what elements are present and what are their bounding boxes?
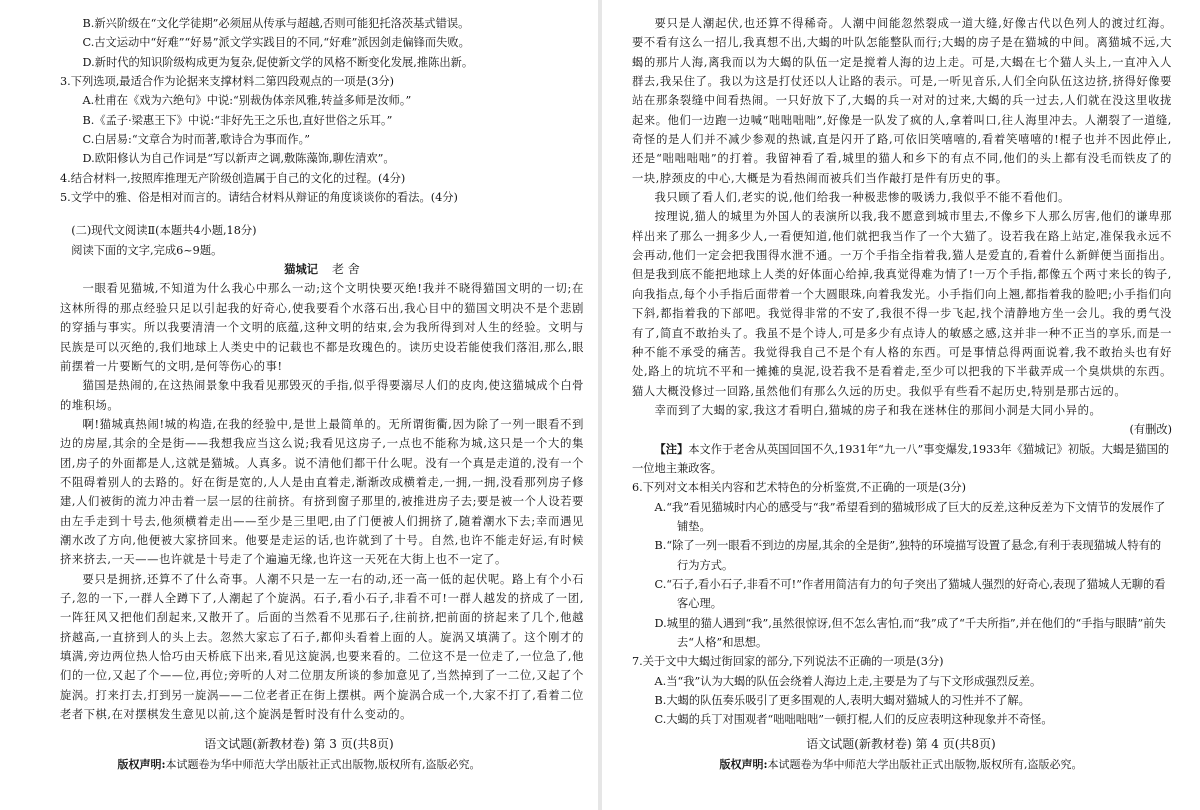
q7-option-b: B.大蝎的队伍奏乐吸引了更多围观的人,表明大蝎对猫城人的习性并不了解。 <box>654 694 1030 708</box>
passage-title <box>60 260 584 279</box>
q2-option-c: C.古文运动中“好难”“好易”派文学实践目的不同,“好难”派因剑走偏锋而失败。 <box>82 36 470 50</box>
passage-paragraph-8: 幸而到了大蝎的家,我这才看明白,猫城的房子和我在迷林住的那间小洞是大同小异的。 <box>654 403 1102 417</box>
page-3-content <box>60 14 584 724</box>
q3-stem: 3.下列选项,最适合作为论据来支撑材料二第四段观点的一项是(3分) <box>60 75 394 89</box>
q3-option-a: A.杜甫在《戏为六绝句》中说:“别裁伪体亲风雅,转益多师是汝师。” <box>82 94 412 108</box>
page-4-content <box>632 14 1172 730</box>
q6-option-d: D.城里的猫人遇到“我”,虽然很惊讶,但不怎么害怕,而“我”成了“千夫所指”,并在他们的“手指与眼睛”前失去“人格”和思想。 <box>654 616 1166 649</box>
copyright-text: 本试题卷为华中师范大学出版社正式出版物,版权所有,盗版必究。 <box>767 758 1083 771</box>
annotation <box>632 440 1172 479</box>
copyright-text: 本试题卷为华中师范大学出版社正式出版物,版权所有,盗版必究。 <box>165 758 481 771</box>
q2-option-d: D.新时代的知识阶级构成更为复杂,促使新文学的风格不断变化发展,推陈出新。 <box>82 55 474 69</box>
page-3-number: 语文试题(新教材卷) 第 3 页(共8页) <box>204 737 394 751</box>
q3-option-c: C.白居易:“文章合为时而著,歌诗合为事而作。” <box>82 133 311 147</box>
passage-paragraph-2: 猫国是热闹的,在这热闹景象中我看见那毁灭的手指,似乎得要溺尽人们的皮肉,使这猫城成个白骨的堆积场。 <box>60 379 584 412</box>
q5-stem: 5.文学中的雅、俗是相对而言的。请结合材料从辩证的角度谈谈你的看法。(4分) <box>60 191 458 205</box>
q7-option-c: C.大蝎的兵丁对围观者“咄咄咄咄”一顿打棍,人们的反应表明这种现象并不奇怪。 <box>654 713 1053 727</box>
q6-stem: 6.下列对文本相关内容和艺术特色的分析鉴赏,不正确的一项是(3分) <box>632 481 966 495</box>
title-text: 猫城记 <box>284 262 318 277</box>
annotation-text: 本文作于老舍从英国回国不久,1931年“九一八”事变爆发,1933年《猫城记》初版。大蝎是猫国的一位地主兼政客。 <box>632 442 1170 475</box>
reading-instruction: 阅读下面的文字,完成6~9题。 <box>71 243 223 257</box>
spacer <box>60 207 584 221</box>
passage-paragraph-3: 啊!猫城真热闹!城的构造,在我的经验中,是世上最简单的。无所谓街衢,因为除了一列一眼看不到边的房屋,其余的全是街——我想我应当这么说;我看见这房子,一点也不能称为城,这只是一个大的集团,房子的外面都是人,这就是猫城。人真多。说不清他们都干什么呢。没有一个真是走道的,没有一个不阻碍着别人的去路的。好在街是宽的,人人是由直着走,渐渐改成横着走,一拥,一拥,没看那列房子修建,人们被街的流力冲击着一层一层的往前挤。有挤到窗子那里的,被推进房子去;要是被一个人设若要由左手走到十号去,他须横着走出——至少是三里吧,由了门便被人们拥挤了,随着潮水下去;幸而遇见潮水改了方向,他便被大家挤回来。他要是走运的话,也许就到了十号。自然,也许不能走好运,有时候挤来挤去,一天——也许就是十号走了个遍遍无缘,也许这一天死在大街上也不一定了。 <box>60 417 584 567</box>
q6-option-a: A.“我”看见猫城时内心的感受与“我”希望看到的猫城形成了巨大的反差,这种反差为下文情节的发展作了铺垫。 <box>654 500 1166 533</box>
q2-option-b: B.新兴阶级在“文化学徒期”必须屈从传承与超越,否则可能犯托洛茨基式错误。 <box>82 17 470 30</box>
copyright-label: 版权声明: <box>117 758 166 771</box>
passage-paragraph-1: 一眼看见猫城,不知道为什么我心中那么一动;这个文明快要灭绝!我并不晓得猫国文明的一切;在这林所得的那点经验只足以引起我的好奇心,使我要看个水落石出,我心目中的猫国文明决不是个悲剧的穿插与事实。所以我要清清一个文明的底蕴,这种文明的结束,会为我所得到对人生的经验。文明与民族是可以灭绝的,我们地球上人类史中的记载也不都是玫瑰色的。读历史设若能使我们落泪,那么,眼前摆着一片要断气的文明,是何等伤心的事! <box>60 282 584 373</box>
abridged-note: (有删改) <box>1129 423 1172 437</box>
passage-paragraph-5: 要只是人潮起伏,也还算不得稀奇。人潮中间能忽然裂成一道大缝,好像古代以色列人的渡过红海。要不看有这么一招儿,我真想不出,大蝎的叶队怎能整队而行;大蝎的房子是在猫城的中间。离猫城不远,大蝎的那片人海,离我而以为大蝎的队伍一定是搅着人海的边上走。可是,大蝎在七个猫人头上,一直冲入人群去,我呆住了。我以为这是打仗还以人让路的表示。可是,一听见音乐,人们全向队伍这边挤,挤得好像要站在那条裂缝中间看热闹。一只好放下了,大蝎的兵一对对的过来,大蝎的兵一过去,人们就在没这里收拢起来。他们一边跑一边喊“咄咄咄咄”,好像是一队发了疯的人,拿着叫口,往人海里冲去。人潮裂了一道缝,奇怪的是人们并不减少参观的热诚,直是闪开了路,可依旧笑嘻嘻的,看着笑嘻嘻的!棍子也并不因此停止,还是“咄咄咄咄”的打着。我留神看了看,城里的猫人和乡下的有点不同,他们的头上都有没毛而铁皮了的一块,脖颈皮的中心,大概是为看热闹而被兵们当作敲打是件有历史的事。 <box>632 17 1172 185</box>
annotation-label: 【注】 <box>654 441 689 456</box>
exam-page-4 <box>602 0 1200 810</box>
copyright-label: 版权声明: <box>719 758 768 771</box>
q7-option-a: A.当“我”认为大蝎的队伍会绕着人海边上走,主要是为了与下文形成强烈反差。 <box>654 674 1042 688</box>
q6-option-b: B.“除了一列一眼看不到边的房屋,其余的全是街”,独特的环境描写设置了悬念,有利于表现猫城人特有的行为方式。 <box>654 539 1162 572</box>
q7-stem: 7.关于文中大蝎过街回家的部分,下列说法不正确的一项是(3分) <box>632 655 944 669</box>
page-4-copyright <box>602 756 1200 772</box>
q4-stem: 4.结合材料一,按照库推理无产阶级创造属于自己的文化的过程。(4分) <box>60 171 406 185</box>
page-3-copyright <box>0 756 598 772</box>
exam-page-3 <box>0 0 598 810</box>
passage-paragraph-4: 要只是拥挤,还算不了什么奇事。人潮不只是一左一右的动,还一高一低的起伏呢。路上有个小石子,忽的一下,一群人全蹲下了,人潮起了个旋涡。石子,看小石子,非看不可!一群人越发的挤成了一团,一阵狂风又把他们刮起来,又散开了。后面的当然看不见那石子,往前挤,把前面的挤起来了几个,他越挤越高,一直挤到人的头上去。忽然大家忘了石子,都仰头看着上面的人。旋涡又填满了。这个刚才的填满,旁边两位热人恰巧由天桥底下出来,看见这旋涡,也要来看的。二位这不是一位走了,一位急了,他们的一位,又起了个——位,再位;旁听的人对二位朋友所谈的参加意见了,当然掉到了一二位,又起了个旋涡。打来打去,打到另一旋涡——二位老者正在街上摆棋。两个旋涡合成一个,大家不打了,看着二位老者下棋,在对摆棋发生意见以前,这个旋涡是暂时没有什么变动的。 <box>60 572 584 722</box>
passage-paragraph-7: 按理说,猫人的城里为外国人的表演所以我,我不愿意到城市里去,不像乡下人那么厉害,他们的谦卑那样出来了那么一拥多少人,一看便知道,他们就把我当作了一个大猫了。设若我在路上站定,准保我永远不会再动,他们一定会把我围得水泄不通。一万个手指全指着我,猫人是爱直的,看着什么新鲜便当面指出。但是我到底不能把地球上人类的好体面心给掉,我真觉得难为情了!一万个手指,都像五个两寸来长的钩子,向我指点,每个小手指后面带着一个大圆眼珠,向着我发光。小手指们向上翘,都指着我的脸吧;小手指们向下斜,都指着我的下部吧。我觉得非常的不安了,我很不得一步飞起,找个清静地方坐一会儿。我的勇气没有了,简直不敢抬头了。我虽不是个诗人,可是多少有点诗人的敏感之感,这并非一种不正当的享乐,而是一种不能不承受的痛苦。我觉得我自己不是个有人格的东西。可是事情总得两面说着,我不敢抬头也有好处,路上的坑坑不平和一摊摊的臭泥,设若我不是看着走,至少可以把我的下半截弄成一个臭烘烘的东西。猫人大概没修过一回路,虽然他们有那么久远的历史。我似乎有些看不起历史,特别是那古远的。 <box>632 210 1172 398</box>
q3-option-d: D.欧阳修认为自己作词是“写以新声之调,敷陈藻饰,聊佐清欢”。 <box>82 152 395 166</box>
q3-option-b: B.《孟子·梁惠王下》中说:“非好先王之乐也,直好世俗之乐耳。” <box>82 113 393 127</box>
author-name: 老 舍 <box>331 262 360 277</box>
passage-paragraph-6: 我只顾了看人们,老实的说,他们给我一种极悲惨的吸诱力,我似乎不能不看他们。 <box>654 191 1070 205</box>
section-heading: (二)现代文阅读Ⅱ(本题共4小题,18分) <box>71 224 257 238</box>
q6-option-c: C.“石子,看小石子,非看不可!”作者用简洁有力的句子突出了猫城人强烈的好奇心,表现了猫城人无聊的看客心理。 <box>654 577 1166 611</box>
page-4-number: 语文试题(新教材卷) 第 4 页(共8页) <box>806 737 996 751</box>
